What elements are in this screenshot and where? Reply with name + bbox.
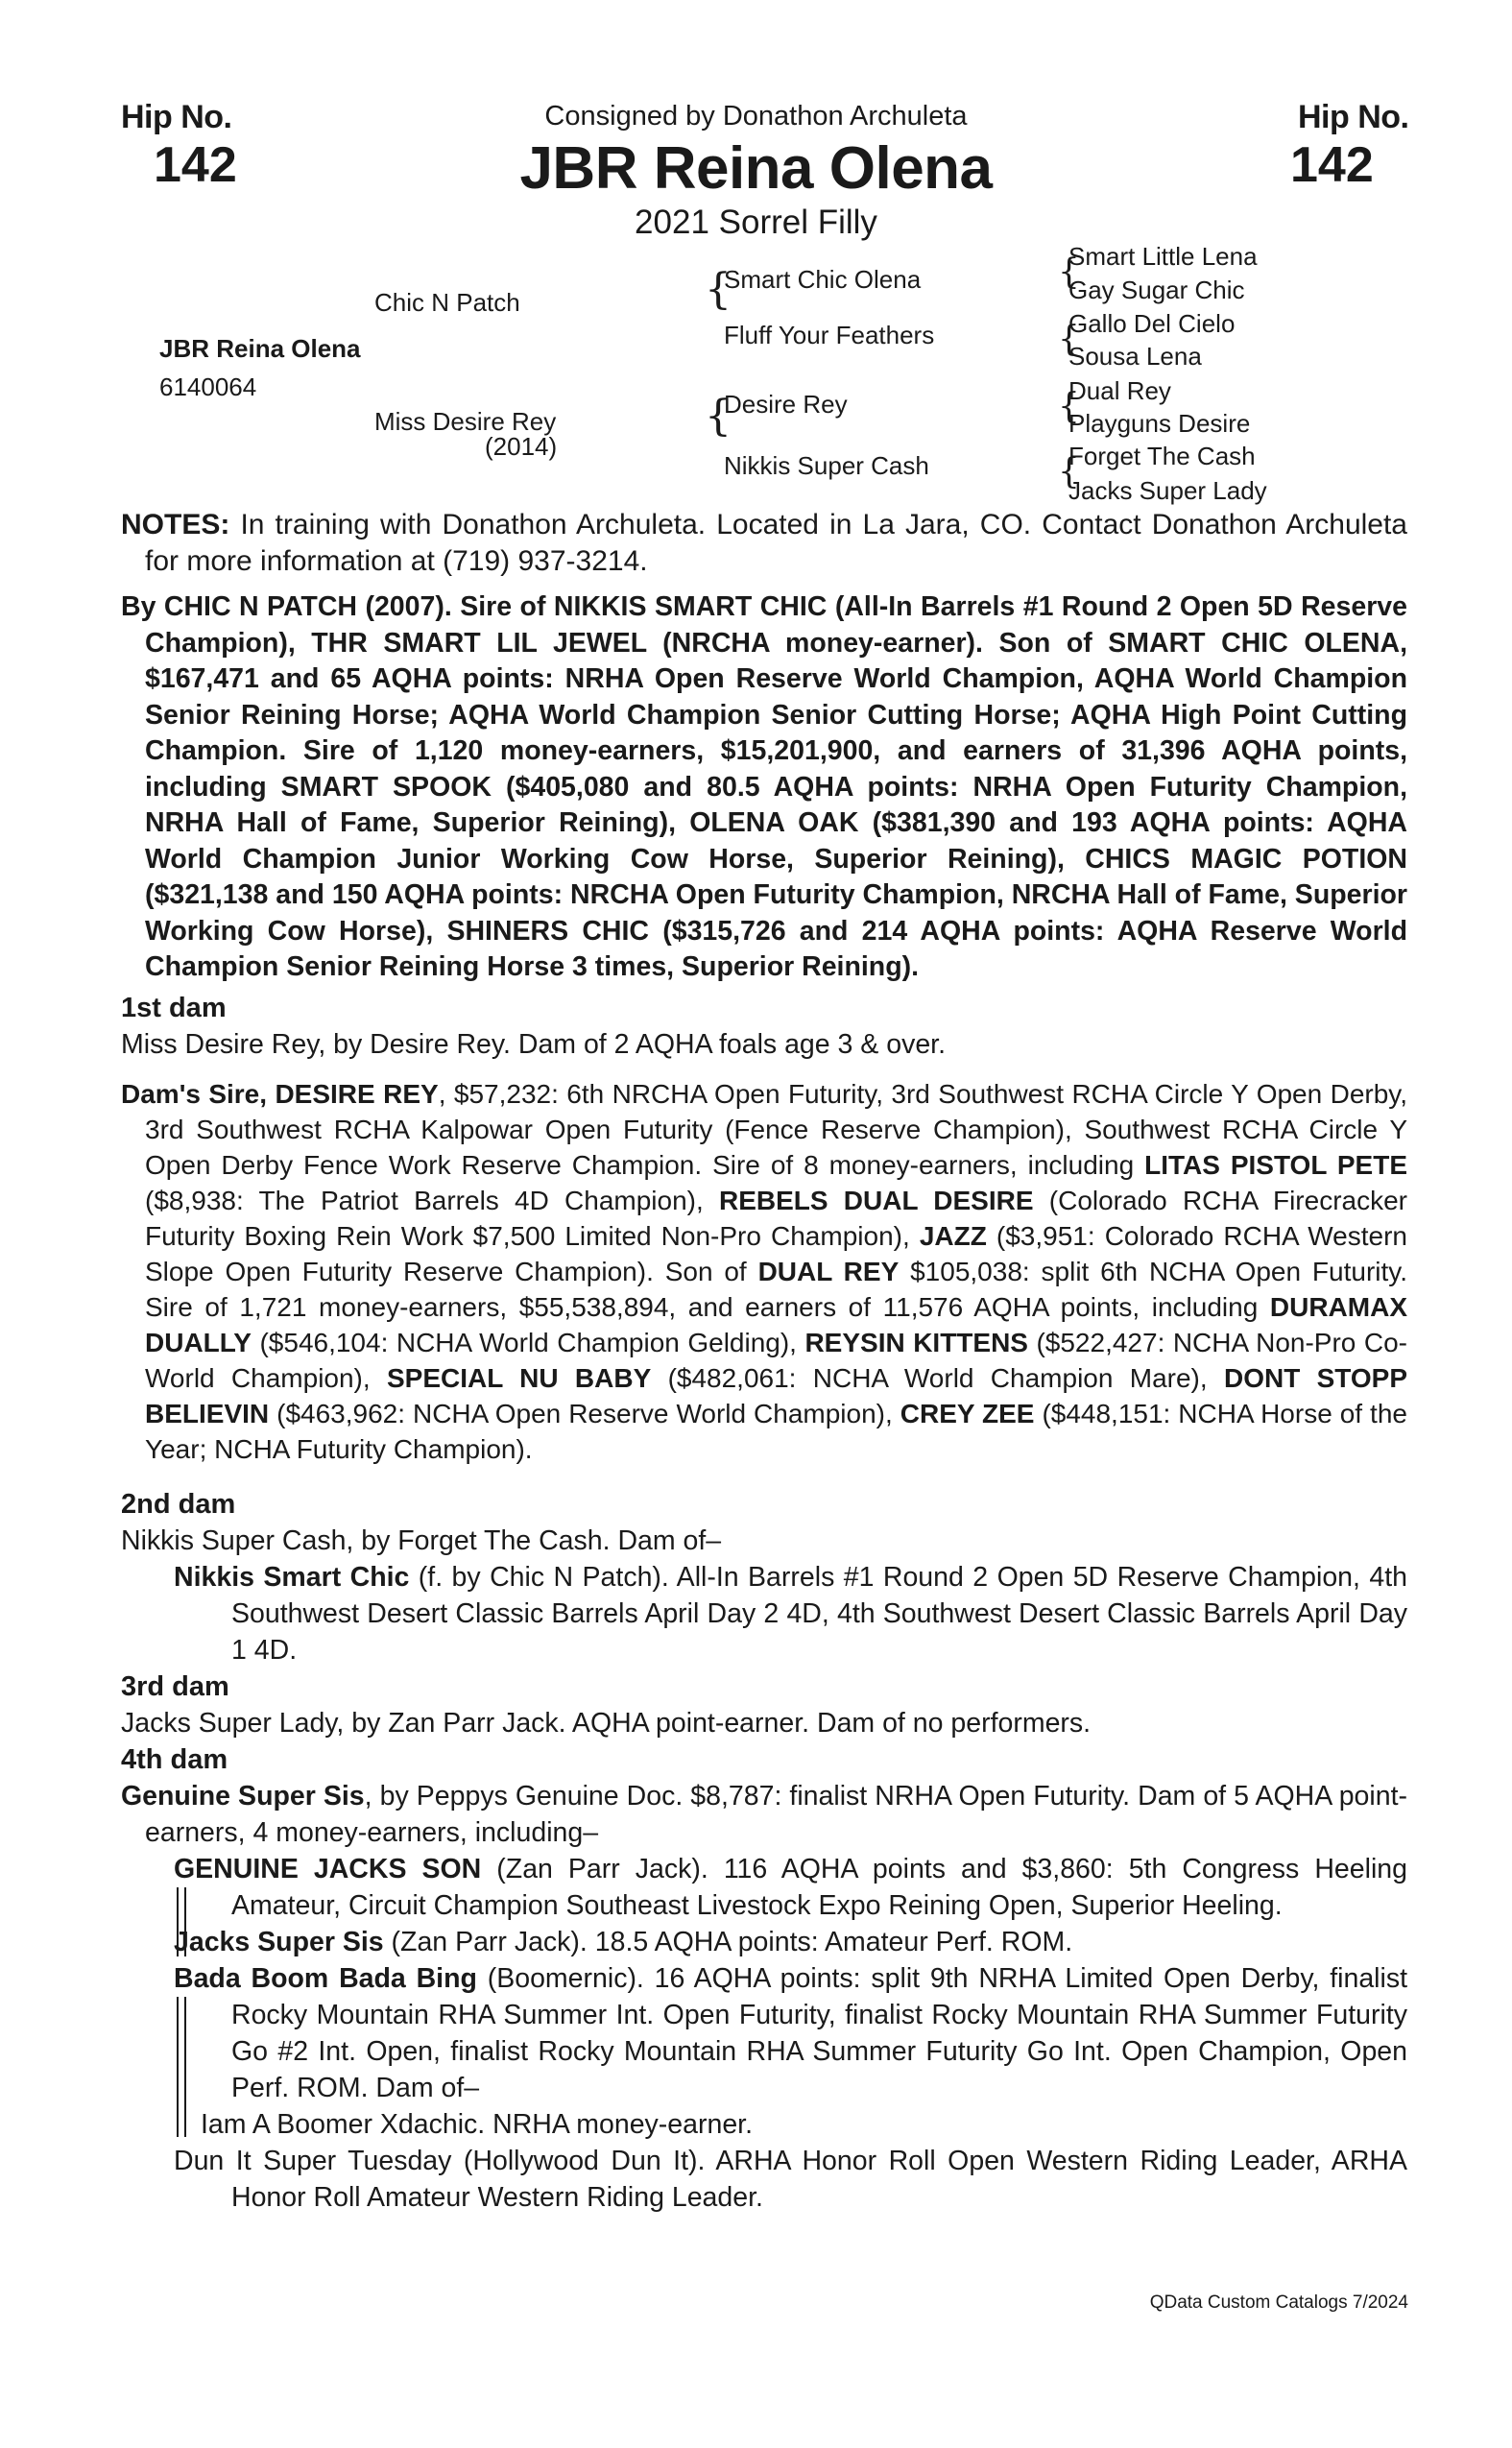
- dams-sire-text: ($448,151: NCHA Horse of the Year; NCHA Futurity Champion).: [145, 1398, 1407, 1464]
- pedigree-ssss: Smart Little Lena: [1068, 242, 1258, 271]
- pedigree-subject-reg: 6140064: [159, 372, 257, 401]
- offspring-name: REBELS DUAL DESIRE: [719, 1185, 1034, 1215]
- produce-entry-2: [121, 1924, 1407, 1960]
- second-dam-heading: 2nd dam: [121, 1488, 236, 1520]
- first-dam-text: Miss Desire Rey, by Desire Rey. Dam of 2 AQHA foals age 3 & over.: [121, 1028, 947, 1060]
- third-dam-text: Jacks Super Lady, by Zan Parr Jack. AQHA point-earner. Dam of no performers.: [121, 1707, 1092, 1739]
- produce-name: Bada Boom Bada Bing: [174, 1962, 477, 1994]
- notes-label: NOTES:: [121, 509, 230, 540]
- second-dam-produce: [121, 1559, 1407, 1668]
- fourth-dam-name: Genuine Super Sis: [121, 1780, 365, 1812]
- offspring-name: JAZZ: [919, 1220, 987, 1251]
- notes-paragraph: [121, 507, 1407, 580]
- pedigree-subject-name: JBR Reina Olena: [159, 334, 361, 363]
- dams-sire-text: (Colorado RCHA Firecracker Futurity Boxing Rein Work $7,500 Limited Non-Pro Champion),: [145, 1185, 1407, 1251]
- dams-sire-text: ($482,061: NCHA World Champion Mare),: [651, 1362, 1224, 1393]
- pedigree-brace: {: [705, 265, 732, 314]
- produce-entry-4: [121, 2143, 1407, 2216]
- offspring-name: DURAMAX DUALLY: [145, 1291, 1407, 1357]
- hip-number-right: 142: [1290, 137, 1374, 193]
- pedigree-brace: {: [1058, 387, 1080, 426]
- first-dam-heading: 1st dam: [121, 992, 227, 1023]
- catalog-body: [121, 507, 1407, 2216]
- pedigree-sire-dam: Fluff Your Feathers: [724, 321, 935, 349]
- pedigree-dam-year: (2014): [485, 432, 558, 461]
- offspring-name: REYSIN KITTENS: [804, 1327, 1028, 1357]
- pedigree-sssd: Gay Sugar Chic: [1068, 276, 1245, 304]
- produce-name-plain: Dun It Super Tuesday: [174, 2145, 452, 2176]
- pedigree-dam-dam: Nikkis Super Cash: [724, 451, 929, 480]
- dams-sire-text: ($463,962: NCHA Open Reserve World Champion),: [269, 1398, 900, 1428]
- produce-text: (Zan Parr Jack). 116 AQHA points and $3,860: 5th Congress Heeling Amateur, Circuit Champion Southeast Livestock Expo Reining Open, Superior Heeling.: [231, 1853, 1407, 1921]
- produce-text: (Zan Parr Jack). 18.5 AQHA points: Amateur Perf. ROM.: [383, 1926, 1073, 1957]
- produce-sub-entry: Iam A Boomer Xdachic. NRHA money-earner.: [201, 2108, 754, 2140]
- pedigree-sire-sire: Smart Chic Olena: [724, 265, 922, 294]
- dams-sire-text: ($8,938: The Patriot Barrels 4D Champion),: [145, 1185, 719, 1215]
- fourth-dam-heading: 4th dam: [121, 1743, 228, 1775]
- hip-number-left: 142: [154, 137, 237, 193]
- pedigree-ssdd: Sousa Lena: [1068, 342, 1202, 371]
- footer-credit: QData Custom Catalogs 7/2024: [1149, 2292, 1408, 2313]
- pedigree-ssds: Gallo Del Cielo: [1068, 309, 1236, 338]
- dams-sire-paragraph: [121, 1076, 1407, 1467]
- produce-text: (Hollywood Dun It). ARHA Honor Roll Open Western Riding Leader, ARHA Honor Roll Amateur Western Riding Leader.: [231, 2145, 1407, 2213]
- sire-paragraph: By CHIC N PATCH (2007). Sire of NIKKIS SMART CHIC (All-In Barrels #1 Round 2 Open 5D Reserve Champion), THR SMART LIL JEWEL (NRCHA money-earner). Son of SMART CHIC OLENA, $167,471 and 65 AQHA points: NRHA Open Reserve World Champion, AQHA World Champion Senior Reining Horse; AQHA World Champion Senior Cutting Horse; AQHA High Point Cutting Champion. Sire of 1,120 money-earners, $15,201,900, and earners of 31,396 AQHA points, including SMART SPOOK ($405,080 and 80.5 AQHA points: NRHA Open Futurity Champion, NRHA Hall of Fame, Superior Reining), OLENA OAK ($381,390 and 193 AQHA points: AQHA World Champion Junior Working Cow Horse, Superior Reining), CHICS MAGIC POTION ($321,138 and 150 AQHA points: NRCHA Open Futurity Champion, NRCHA Hall of Fame, Superior Working Cow Horse), SHINERS CHIC ($315,726 and 214 AQHA points: AQHA Reserve World Champion Senior Reining Horse 3 times, Superior Reining).: [121, 591, 1407, 982]
- notes-text: In training with Donathon Archuleta. Located in La Jara, CO. Contact Donathon Archuleta for more information at (719) 937-3214.: [145, 509, 1407, 577]
- horse-name-title: JBR Reina Olena: [519, 135, 993, 202]
- pedigree-brace: {: [1058, 252, 1080, 292]
- produce-name: Jacks Super Sis: [174, 1926, 384, 1957]
- dams-sire-label: Dam's Sire, DESIRE REY: [121, 1078, 439, 1109]
- offspring-name: LITAS PISTOL PETE: [1144, 1149, 1408, 1180]
- produce-text-block: [121, 1960, 1407, 2106]
- pedigree-brace: {: [705, 392, 732, 441]
- fourth-dam-desc: , by Peppys Genuine Doc. $8,787: finalist NRHA Open Futurity. Dam of 5 AQHA point-earners, 4 money-earners, including–: [145, 1780, 1407, 1848]
- produce-text: (Boomernic). 16 AQHA points: split 9th NRHA Limited Open Derby, finalist Rocky Mountain RHA Summer Int. Open Futurity, finalist Rocky Mountain RHA Summer Futurity Go #2 Int. Open, finalist Rocky Mountain RHA Summer Futurity Go Int. Open Champion, Open Perf. ROM. Dam of–: [231, 1962, 1408, 2103]
- pedigree-dam: Miss Desire Rey: [374, 407, 557, 436]
- pedigree-dsdd: Jacks Super Lady: [1068, 476, 1267, 505]
- fourth-dam-text: [121, 1778, 1407, 1851]
- offspring-name: CREY ZEE: [900, 1398, 1035, 1428]
- offspring-name: DONT STOPP BELIEVIN: [145, 1362, 1408, 1428]
- dams-sire-text: , $57,232: 6th NRCHA Open Futurity, 3rd Southwest RCHA Circle Y Open Derby, 3rd Southwest RCHA Kalpowar Open Futurity (Fence Reserve Champion), Southwest RCHA Circle Y Open Derby Fence Work Reserve Champion. Sire of 8 money-earners, including: [145, 1078, 1407, 1180]
- dams-sire-text: ($3,951: Colorado RCHA Western Slope Open Futurity Reserve Champion). Son of: [145, 1220, 1407, 1286]
- produce-name: Nikkis Smart Chic: [174, 1561, 410, 1593]
- produce-text-block: [121, 1851, 1407, 1924]
- produce-entry-1: [121, 1851, 1407, 1924]
- dams-sire-text: ($522,427: NCHA Non-Pro Co-World Champion),: [145, 1327, 1407, 1393]
- pedigree-brace: {: [1058, 452, 1080, 492]
- third-dam-heading: 3rd dam: [121, 1670, 229, 1702]
- produce-entry-3: [121, 1960, 1407, 2143]
- pedigree-dsss: Dual Rey: [1068, 376, 1171, 405]
- hip-label-left: Hip No.: [121, 99, 232, 135]
- second-dam-text: Nikkis Super Cash, by Forget The Cash. Dam of–: [121, 1524, 722, 1556]
- pedigree-brace: {: [1058, 320, 1080, 359]
- produce-name: GENUINE JACKS SON: [174, 1853, 482, 1884]
- produce-text: (f. by Chic N Patch). All-In Barrels #1 Round 2 Open 5D Reserve Champion, 4th Southwest Desert Classic Barrels April Day 2 4D, 4th Southwest Desert Classic Barrels April Day 1 4D.: [231, 1561, 1407, 1666]
- pedigree-dsds: Forget The Cash: [1068, 442, 1256, 470]
- produce-bar: [177, 1997, 186, 2137]
- consignor: Consigned by Donathon Archuleta: [544, 101, 968, 132]
- pedigree-sire: Chic N Patch: [374, 288, 520, 317]
- produce-bar: [177, 1887, 186, 1956]
- pedigree-dssd: Playguns Desire: [1068, 409, 1251, 438]
- offspring-name: SPECIAL NU BABY: [386, 1362, 652, 1393]
- dams-sire-text: ($546,104: NCHA World Champion Gelding),: [251, 1327, 805, 1357]
- dams-sire-text: $105,038: split 6th NCHA Open Futurity. Sire of 1,721 money-earners, $55,538,894, and earners of 11,576 AQHA points, including: [145, 1256, 1407, 1322]
- pedigree-dam-sire: Desire Rey: [724, 390, 848, 419]
- horse-description: 2021 Sorrel Filly: [635, 204, 877, 241]
- hip-label-right: Hip No.: [1298, 99, 1409, 135]
- sire-name: DUAL REY: [757, 1256, 900, 1286]
